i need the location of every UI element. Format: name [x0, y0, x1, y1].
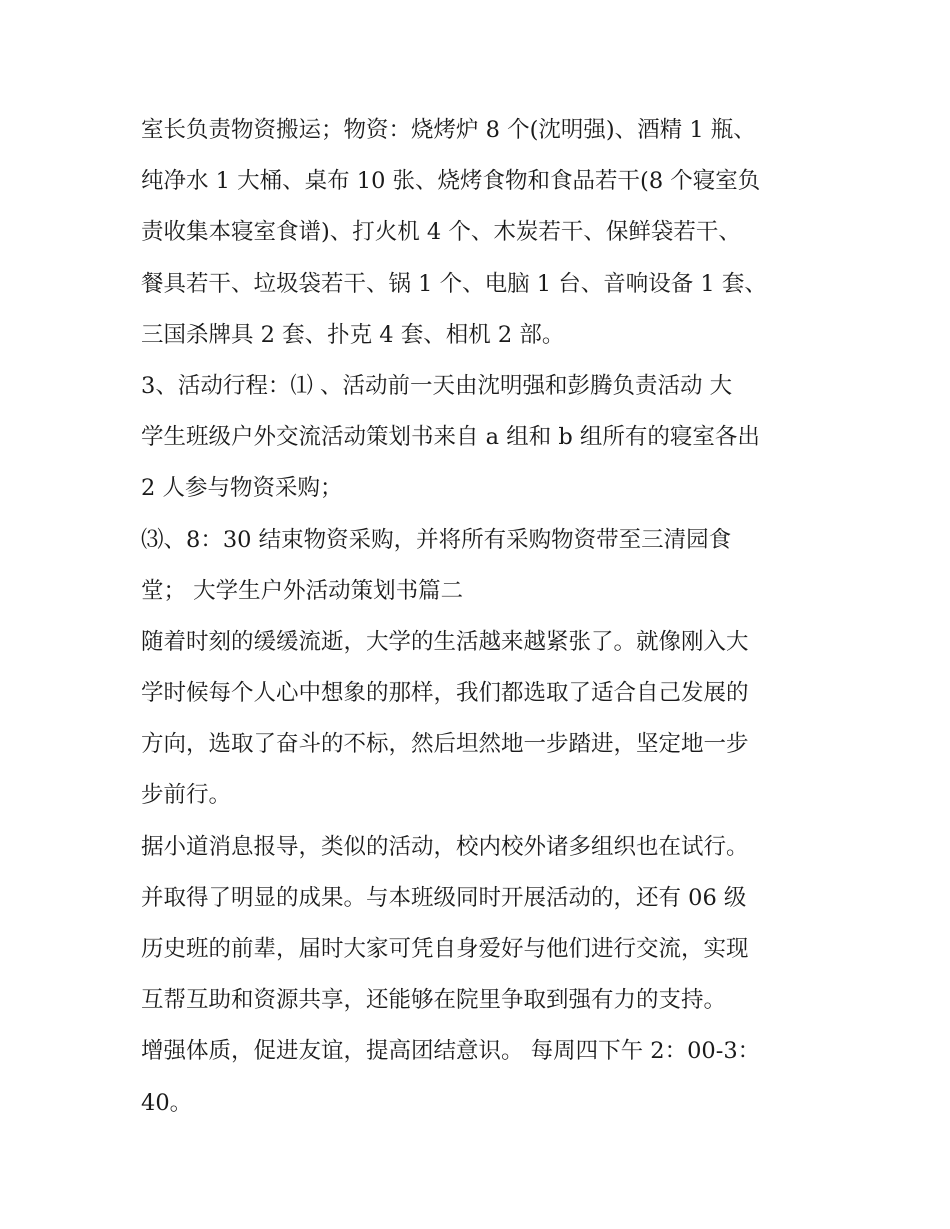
text-line: 餐具若干、垃圾袋若干、锅 1 个、电脑 1 台、音响设备 1 套、	[141, 270, 767, 297]
text-line: 历史班的前辈，届时大家可凭自身爱好与他们进行交流，实现	[141, 936, 749, 962]
text-line: 三国杀牌具 2 套、扑克 4 套、相机 2 部。	[141, 321, 565, 348]
text-line: 责收集本寝室食谱)、打火机 4 个、木炭若干、保鲜袋若干、	[141, 219, 741, 246]
text-line: 2 人参与物资采购；	[141, 475, 343, 502]
text-line: 室长负责物资搬运；物资：烧烤炉 8 个(沈明强)、酒精 1 瓶、	[141, 117, 756, 143]
text-line: 随着时刻的缓缓流逝，大学的生活越来越紧张了。就像刚入大	[141, 628, 749, 655]
text-line: 堂； 大学生户外活动策划书篇二	[141, 577, 464, 604]
text-line: 步前行。	[141, 782, 232, 809]
text-line: 学生班级户外交流活动策划书来自 a 组和 b 组所有的寝室各出	[141, 424, 760, 451]
text-line: 学时候每个人心中想象的那样，我们都选取了适合自己发展的	[141, 680, 749, 707]
text-line: 方向，选取了奋斗的不标，然后坦然地一步踏进，坚定地一步	[141, 731, 749, 758]
text-line: 据小道消息报导，类似的活动，校内校外诸多组织也在试行。	[141, 833, 749, 860]
text-line: 3、活动行程：⑴ 、活动前一天由沈明强和彭腾负责活动 大	[141, 372, 733, 399]
text-line: 并取得了明显的成果。与本班级同时开展活动的，还有 06 级	[141, 884, 747, 911]
text-line: ⑶、8：30 结束物资采购，并将所有采购物资带至三清园食	[141, 526, 732, 553]
text-line: 纯净水 1 大桶、桌布 10 张、烧烤食物和食品若干(8 个寝室负	[141, 168, 761, 195]
document-page	[141, 105, 821, 1129]
text-line: 增强体质，促进友谊，提高团结意识。 每周四下午 2：00-3：	[141, 1038, 761, 1065]
text-line: 40。	[141, 1089, 193, 1116]
text-line: 互帮互助和资源共享，还能够在院里争取到强有力的支持。	[141, 987, 727, 1014]
